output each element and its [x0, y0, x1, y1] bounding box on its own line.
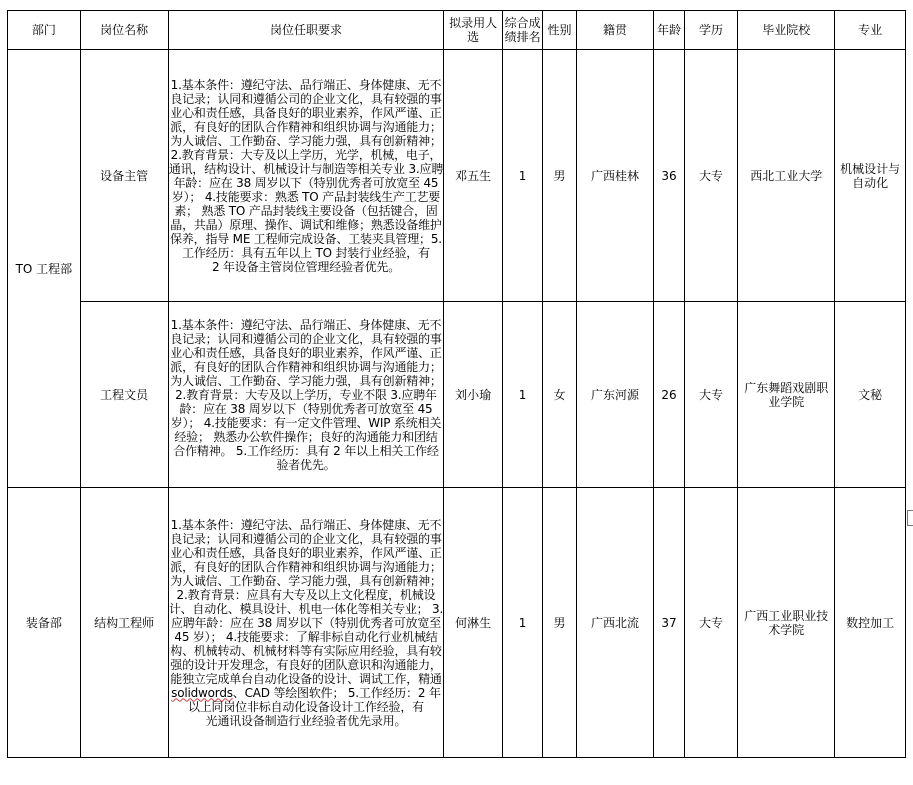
- recruitment-table: [7, 10, 906, 758]
- origin-cell: 广西桂林: [576, 50, 654, 302]
- header-dept: 部门: [8, 11, 81, 50]
- position-cell: 工程文员: [80, 302, 168, 488]
- header-school: 毕业院校: [738, 11, 835, 50]
- school-cell: 西北工业大学: [738, 50, 835, 302]
- header-origin: 籍贯: [576, 11, 654, 50]
- cell-bracket-marker: [907, 510, 913, 526]
- header-education: 学历: [684, 11, 738, 50]
- table-row: [8, 302, 906, 488]
- age-cell: 26: [654, 302, 684, 488]
- candidate-cell: 邓五生: [444, 50, 503, 302]
- school-cell: 广西工业职业技术学院: [738, 488, 835, 758]
- header-row: [8, 11, 906, 50]
- dept-cell: 装备部: [8, 488, 81, 758]
- dept-cell: TO 工程部: [8, 50, 81, 488]
- education-cell: 大专: [684, 302, 738, 488]
- rank-cell: 1: [502, 50, 542, 302]
- school-cell: 广东舞蹈戏剧职业学院: [738, 302, 835, 488]
- header-gender: 性别: [543, 11, 576, 50]
- age-cell: 37: [654, 488, 684, 758]
- requirements-tail: 工作经历：具有 2 年以上相关工作经验者优先。: [246, 443, 439, 472]
- major-cell: 机械设计与自动化: [835, 50, 906, 302]
- gender-cell: 男: [543, 488, 576, 758]
- requirements-text: 1.基本条件：遵纪守法、品行端正、身体健康、无不良记录；认同和遵循公司的企业文化，具有较强的事业心和责任感，具备良好的职业素养，作风严谨、正派，有良好的团队合作精神和组织协调与沟通能力；为人诚信、工作勤奋、学习能力强，具有创新精神； 2.教育背景：应具有大专及以上文化程度，机械设计、自动化、模具设计、机电一体化等相关专业； 3.应聘年龄：应在 38 周岁以下（特别优秀者可放宽至 45 岁）； 4.技能要求：了解非标自动化行业机械结构、机械转动、机械材料等有实际应用经验，具有较强的设计开发理念，有良好的团队意识和沟通能力，能独立完成单台自动化设备的设计、调试工作，精通: [168, 517, 444, 686]
- software-name: solidwords: [171, 685, 233, 700]
- header-major: 专业: [835, 11, 906, 50]
- requirements-tail: 光通讯设备制造行业经验者优先录用。: [205, 713, 407, 728]
- origin-cell: 广东河源: [576, 302, 654, 488]
- requirements-after: 、CAD 等绘图软件； 5.工作经历：2 年以上同岗位非标自动化设备设计工作经验，有: [187, 685, 441, 714]
- education-cell: 大专: [684, 488, 738, 758]
- requirements-cell: [168, 50, 444, 302]
- education-cell: 大专: [684, 50, 738, 302]
- header-requirements: 岗位任职要求: [168, 11, 444, 50]
- candidate-cell: 何淋生: [444, 488, 503, 758]
- requirements-cell: [168, 302, 444, 488]
- header-rank: 综合成绩排名: [502, 11, 542, 50]
- header-age: 年龄: [654, 11, 684, 50]
- gender-cell: 女: [543, 302, 576, 488]
- major-cell: 数控加工: [835, 488, 906, 758]
- requirements-cell: [168, 488, 444, 758]
- table-row: [8, 488, 906, 758]
- requirements-text: 1.基本条件：遵纪守法、品行端正、身体健康、无不良记录；认同和遵循公司的企业文化，具有较强的事业心和责任感，具备良好的职业素养，作风严谨、正派，有良好的团队合作精神和组织协调与沟通能力；为人诚信、工作勤奋、学习能力强，具有创新精神； 2.教育背景：大专及以上学历，专业不限 3.应聘年龄：应在 38 周岁以下（特别优秀者可放宽至 45 岁）； 4.技能要求：有一定文件管理、WIP 系统相关经验； 熟悉办公软件操作；良好的沟通能力和团结合作精神。 5.: [170, 317, 442, 458]
- position-cell: 设备主管: [80, 50, 168, 302]
- requirements-tail: 2 年设备主管岗位管理经验者优先。: [211, 259, 400, 274]
- requirements-text: 1.基本条件：遵纪守法、品行端正、身体健康、无不良记录；认同和遵循公司的企业文化，具有较强的事业心和责任感，具备良好的职业素养，作风严谨、正派，有良好的团队合作精神和组织协调与沟通能力；为人诚信、工作勤奋、学习能力强，具有创新精神； 2.教育背景：大专及以上学历，光学，机械，电子，通讯，结构设计、机械设计与制造等相关专业 3.应聘年龄：应在 38 周岁以下（特别优秀者可放宽至 45 岁）； 4.技能要求：熟悉 TO 产品封装线生产工艺要素； 熟悉 TO 产品封装线主要设备（包括键合，固晶，共晶）原理、操作、调试和维修；熟悉设备维护保养，指导 ME 工程师完成设备、工装夹具管理；5.工作经历：具有五年以上 TO 封装行业经验，有: [168, 77, 444, 260]
- table-row: [8, 50, 906, 302]
- rank-cell: 1: [502, 488, 542, 758]
- header-position: 岗位名称: [80, 11, 168, 50]
- candidate-cell: 刘小瑜: [444, 302, 503, 488]
- rank-cell: 1: [502, 302, 542, 488]
- header-candidate: 拟录用人选: [444, 11, 503, 50]
- origin-cell: 广西北流: [576, 488, 654, 758]
- major-cell: 文秘: [835, 302, 906, 488]
- age-cell: 36: [654, 50, 684, 302]
- position-cell: 结构工程师: [80, 488, 168, 758]
- gender-cell: 男: [543, 50, 576, 302]
